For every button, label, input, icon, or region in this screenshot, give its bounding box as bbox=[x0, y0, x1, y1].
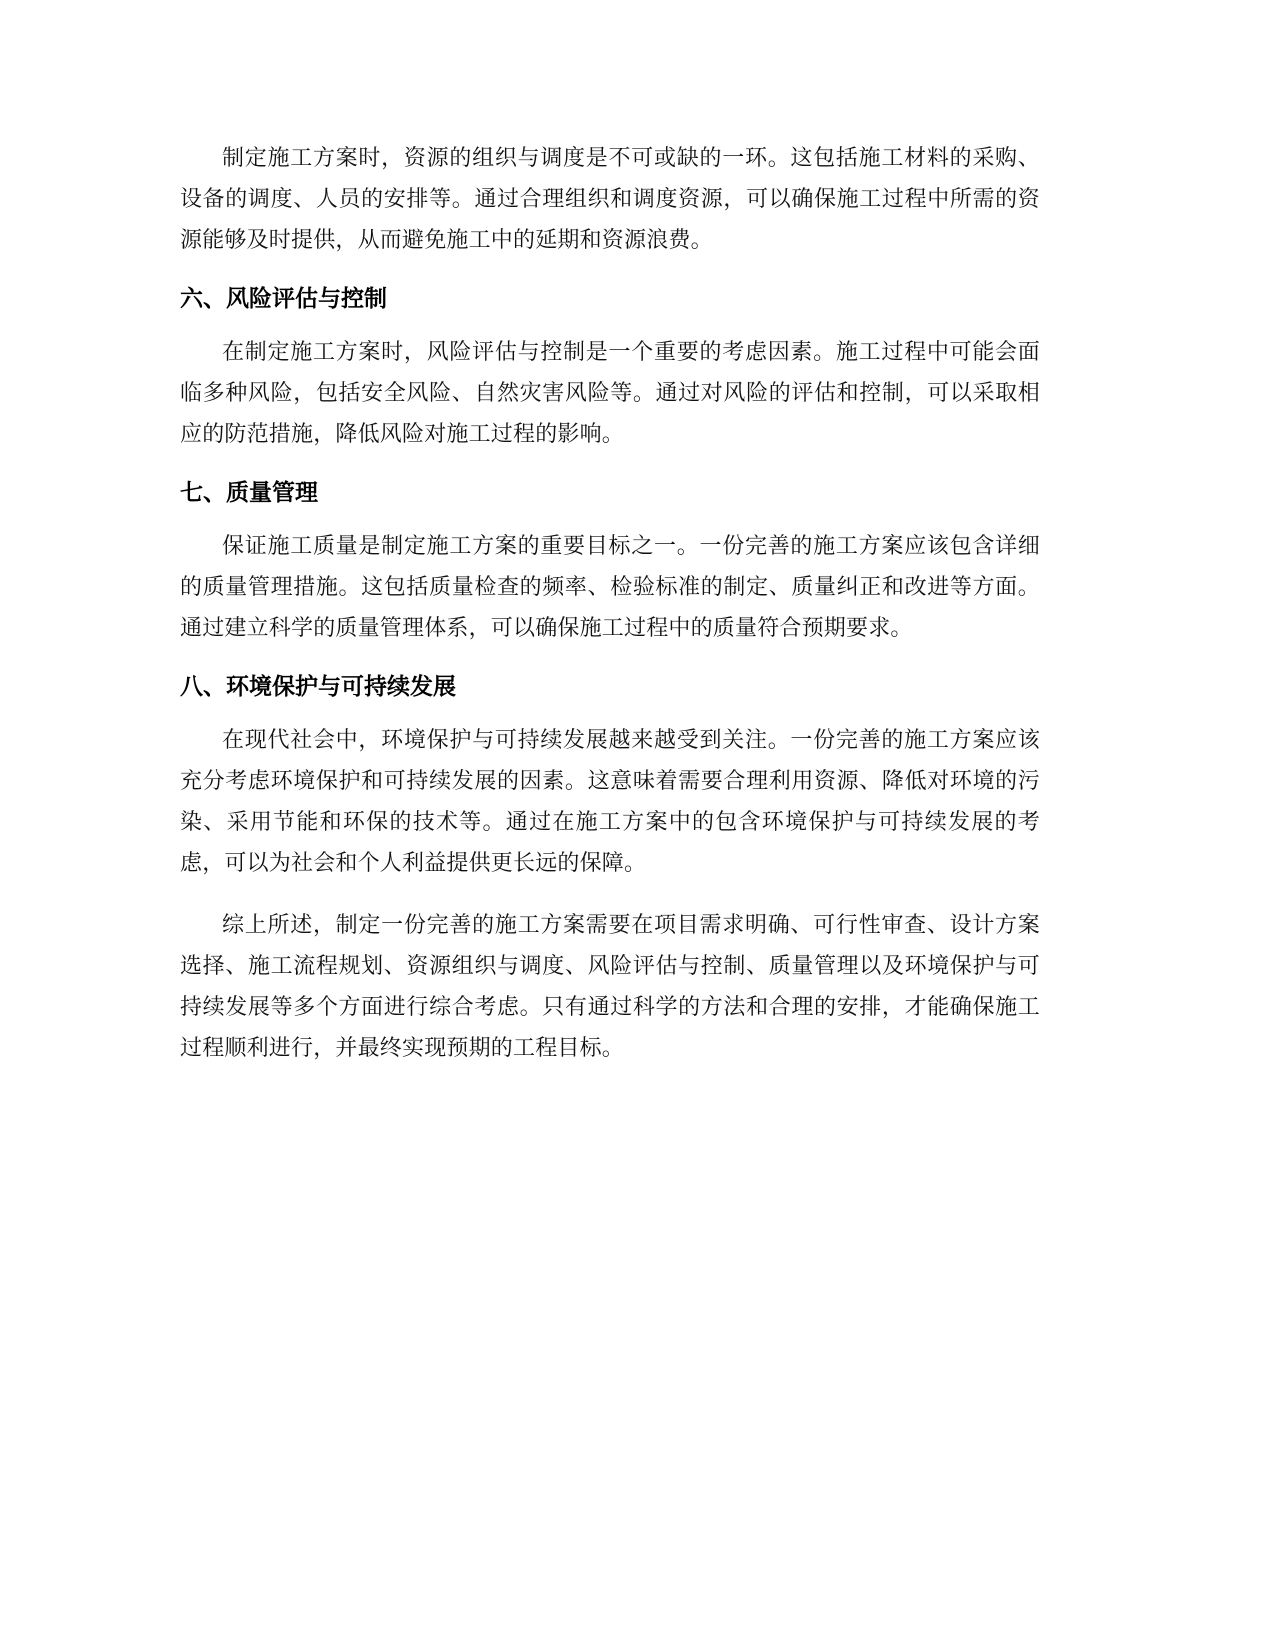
section-heading-risk: 六、风险评估与控制 bbox=[180, 286, 387, 312]
spacer bbox=[180, 455, 1040, 476]
spacer bbox=[180, 316, 1040, 332]
paragraph-quality: 保证施工质量是制定施工方案的重要目标之一。一份完善的施工方案应该包含详细的质量管理措施。这包括质量检查的频率、检验标准的制定、质量纠正和改进等方面。通过建立科学的质量管理体系，可以确保施工过程中的质量符合预期要求。 bbox=[180, 534, 1040, 641]
section-heading-environment: 八、环境保护与可持续发展 bbox=[180, 674, 456, 700]
spacer bbox=[180, 884, 1040, 905]
document-page bbox=[180, 138, 1040, 1069]
spacer bbox=[180, 510, 1040, 526]
section-heading-quality: 七、质量管理 bbox=[180, 480, 318, 506]
spacer bbox=[180, 649, 1040, 670]
paragraph-risk: 在制定施工方案时，风险评估与控制是一个重要的考虑因素。施工过程中可能会面临多种风险，包括安全风险、自然灾害风险等。通过对风险的评估和控制，可以采取相应的防范措施，降低风险对施工过程的影响。 bbox=[180, 340, 1040, 447]
spacer bbox=[180, 261, 1040, 282]
paragraph-resource-scheduling: 制定施工方案时，资源的组织与调度是不可或缺的一环。这包括施工材料的采购、设备的调度、人员的安排等。通过合理组织和调度资源，可以确保施工过程中所需的资源能够及时提供，从而避免施工中的延期和资源浪费。 bbox=[180, 146, 1040, 253]
paragraph-environment: 在现代社会中，环境保护与可持续发展越来越受到关注。一份完善的施工方案应该充分考虑环境保护和可持续发展的因素。这意味着需要合理利用资源、降低对环境的污染、采用节能和环保的技术等。通过在施工方案中的包含环境保护与可持续发展的考虑，可以为社会和个人利益提供更长远的保障。 bbox=[180, 728, 1040, 876]
paragraph-summary: 综上所述，制定一份完善的施工方案需要在项目需求明确、可行性审查、设计方案选择、施工流程规划、资源组织与调度、风险评估与控制、质量管理以及环境保护与可持续发展等多个方面进行综合考虑。只有通过科学的方法和合理的安排，才能确保施工过程顺利进行，并最终实现预期的工程目标。 bbox=[180, 913, 1040, 1061]
spacer bbox=[180, 704, 1040, 720]
